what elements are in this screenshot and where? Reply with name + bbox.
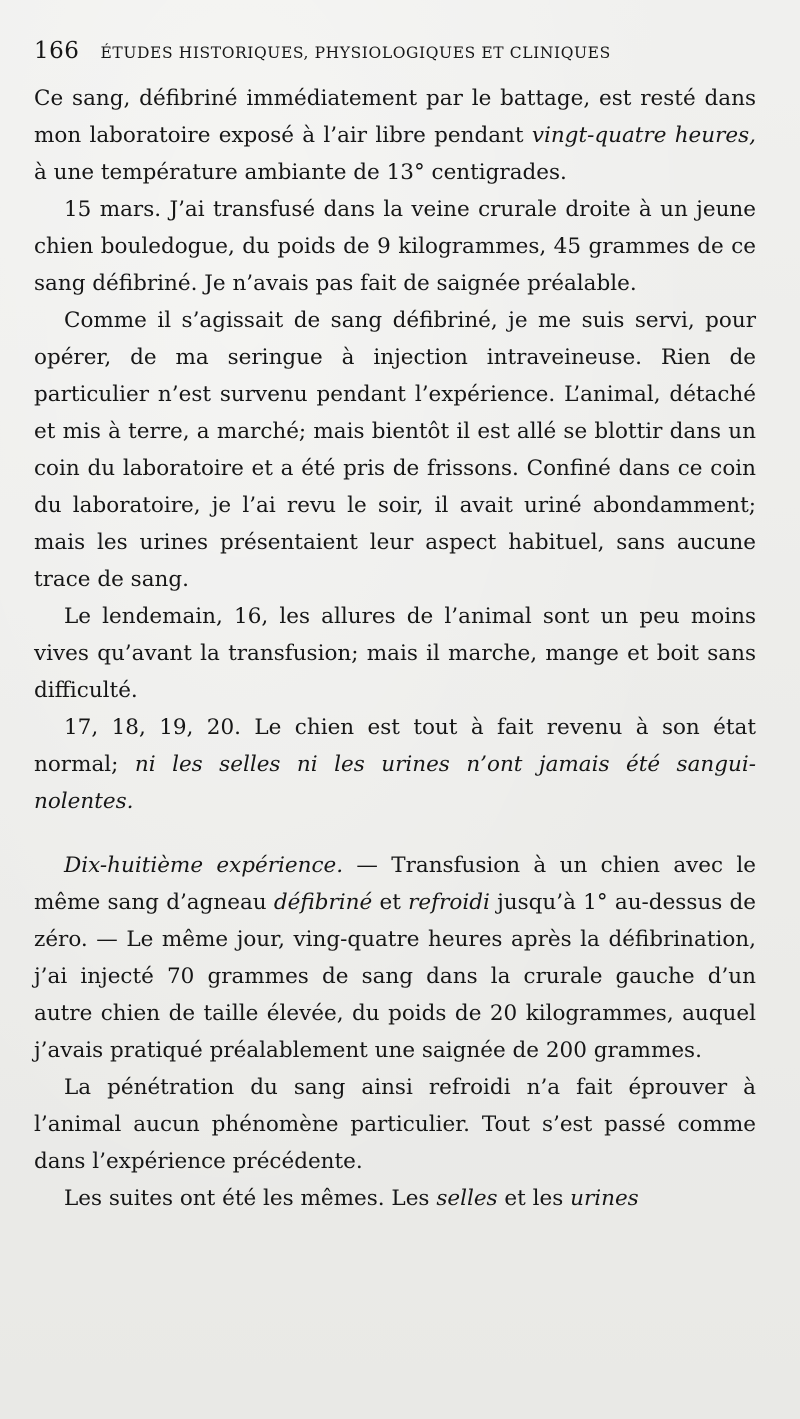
paragraph-3: Comme il s’agissait de sang défibriné, je me suis servi, pour opérer, de ma seringue à injection intraveineuse. Rien de particulier n’est survenu pendant l’expérience. L’animal, détaché et mis à terre, a marché; mais bientôt il est allé se blottir dans un coin du laboratoire et a été pris de frissons. Confiné dans ce coin du laboratoire, je l’ai revu le soir, il avait uriné abondamment; mais les urines présentaient leur aspect habituel, sans aucune trace de sang. <box>34 308 756 592</box>
paragraph-6-text-d: et <box>372 890 409 915</box>
paragraph-6-text-b: — Transfusion à un chien avec le même sang d’agneau <box>34 853 756 915</box>
paragraph-5-italic: ni les selles ni les urines n’ont jamais été sangui-nolentes. <box>34 752 756 814</box>
paragraph-8-italic-d: urines <box>570 1186 639 1211</box>
paragraph-5 <box>34 709 756 820</box>
paragraph-8-italic-b: selles <box>436 1186 498 1211</box>
paragraph-1-italic: vingt-quatre heures, <box>531 123 756 148</box>
paragraph-8-text-c: et les <box>497 1186 571 1211</box>
paragraph-1-text-a: Ce sang, défibriné immédiatement par le battage, est resté dans mon laboratoire exposé à l’air libre pendant <box>34 86 756 148</box>
experiment-title: Dix-huitième expérience. <box>64 853 344 878</box>
paragraph-6-italic-e: refroidi <box>408 890 490 915</box>
page-header <box>34 38 774 78</box>
paragraph-6-text-f: jusqu’à 1° au-dessus de zéro. — Le même jour, ving-quatre heures après la défibrination, j’ai injecté 70 grammes de sang dans la crurale gauche d’un autre chien de taille élevée, du poids de 20 kilogrammes, auquel j’avais pratiqué préalablement une saignée de 200 grammes. <box>34 890 756 1063</box>
paragraph-1-text-c: à une température ambiante de 13° centigrades. <box>34 160 567 185</box>
page-number: 166 <box>34 38 80 64</box>
paragraph-1 <box>34 80 756 191</box>
paragraph-2: 15 mars. J’ai transfusé dans la veine crurale droite à un jeune chien bouledogue, du poids de 9 kilogrammes, 45 grammes de ce sang défibriné. Je n’avais pas fait de saignée préalable. <box>34 197 756 296</box>
running-title: ÉTUDES HISTORIQUES, PHYSIOLOGIQUES ET CLINIQUES <box>100 44 611 62</box>
paragraph-4: Le lendemain, 16, les allures de l’animal sont un peu moins vives qu’avant la transfusion; mais il marche, mange et boit sans difficulté. <box>34 604 756 703</box>
paragraph-6-experiment-heading <box>34 847 756 1069</box>
paragraph-5-text-a: 17, 18, 19, 20. Le chien est tout à fait revenu à son état normal; <box>34 715 756 777</box>
paragraph-8 <box>34 1180 756 1217</box>
paragraph-8-text-a: Les suites ont été les mêmes. Les <box>64 1186 437 1211</box>
paragraph-7: La pénétration du sang ainsi refroidi n’a fait éprouver à l’animal aucun phénomène particulier. Tout s’est passé comme dans l’expérience précédente. <box>34 1075 756 1174</box>
body-text <box>34 80 756 1217</box>
paragraph-6-italic-c: défibriné <box>273 890 373 915</box>
